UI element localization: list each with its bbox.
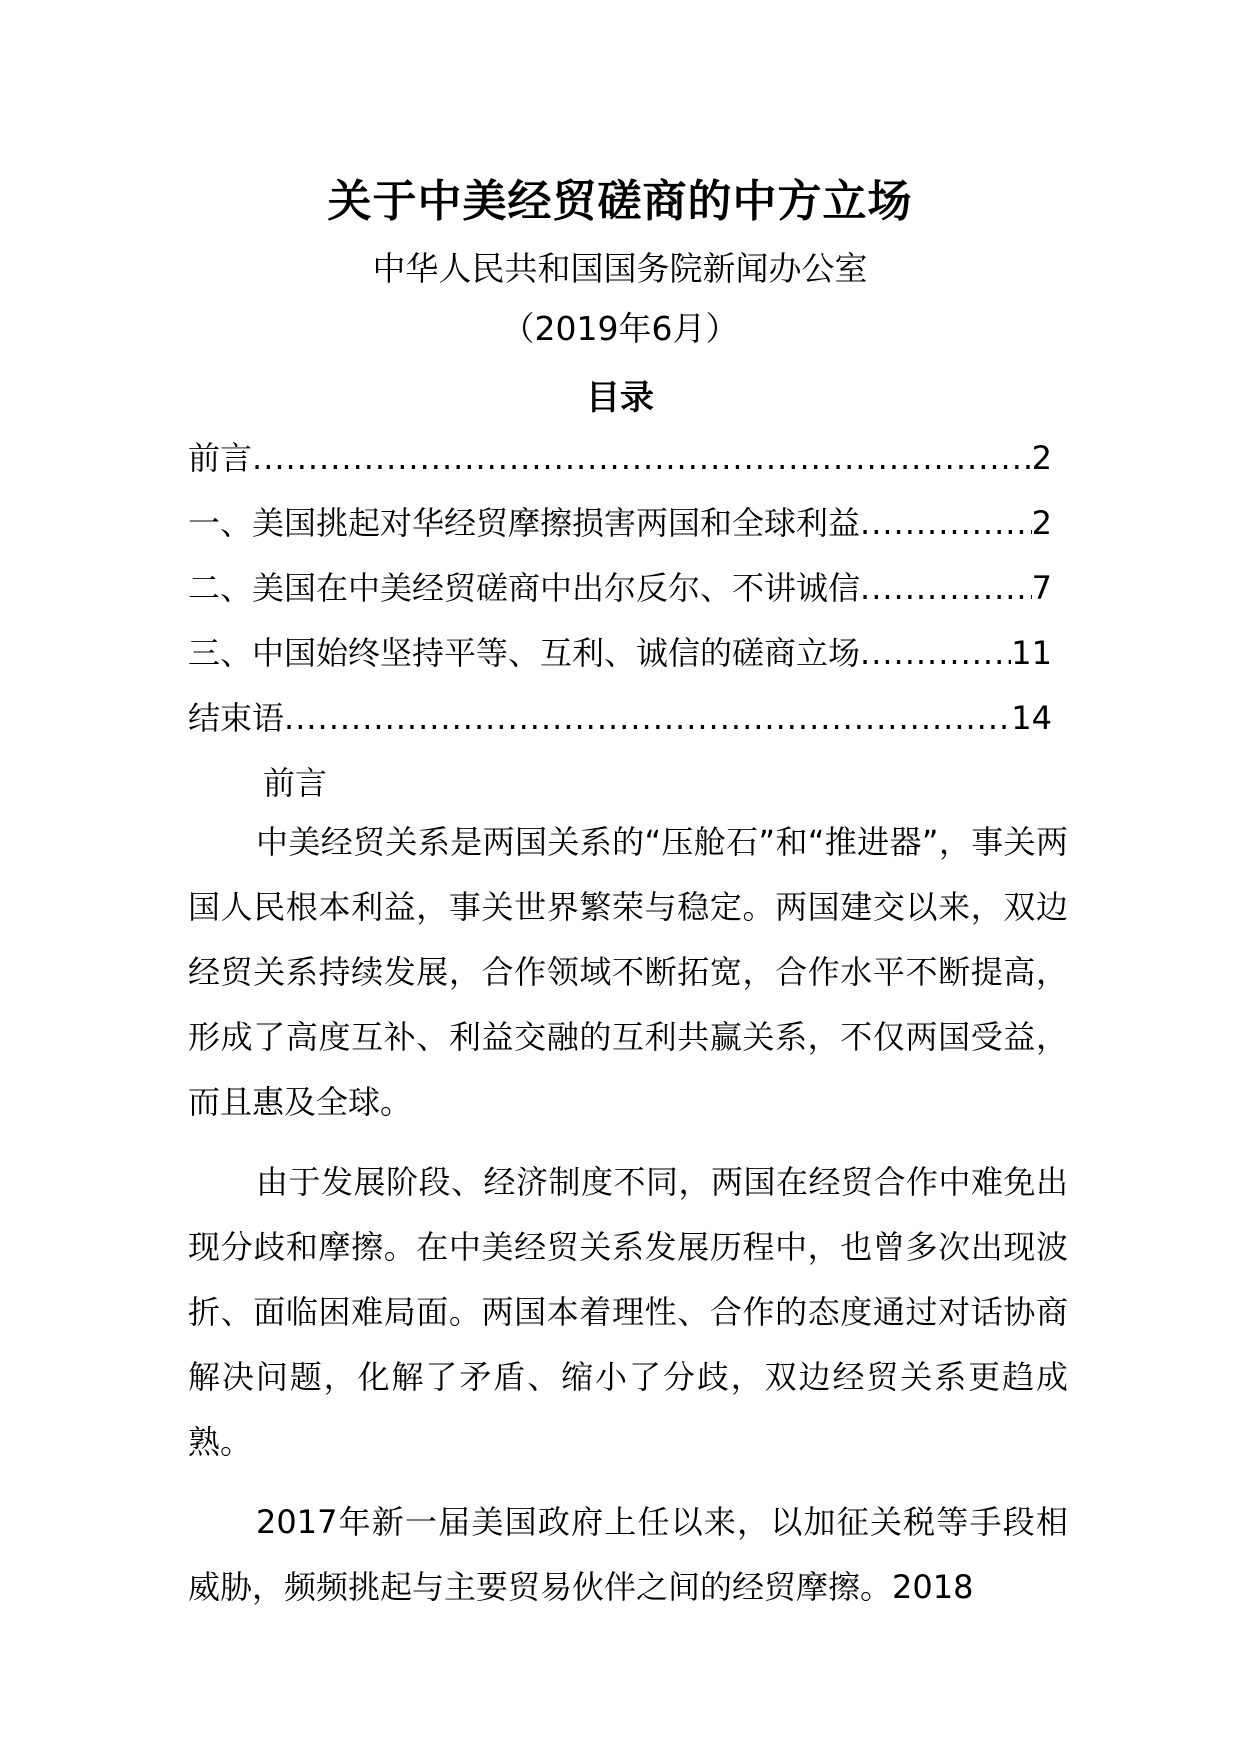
toc-leader-dots [284,699,1011,737]
toc-heading: 目录 [586,378,654,418]
document-date: （2019年6月） [501,309,739,348]
document-issuer: 中华人民共和国国务院新闻办公室 [372,249,868,288]
section-heading: 前言 [263,764,328,802]
toc-entry[interactable] [188,498,1052,563]
toc-entry[interactable] [188,433,1052,498]
paragraph: 中美经贸关系是两国关系的“压舱石”和“推进器”，事关两国人民根本利益，事关世界繁荣与稳定。两国建交以来，双边经贸关系持续发展，合作领域不断拓宽，合作水平不断提高，形成了高度互补、利益交融的互利共赢关系，不仅两国受益，而且惠及全球。 [188,823,1068,1121]
toc-leader-dots [860,634,1011,672]
toc-leader-dots [252,439,1032,477]
body-text [188,810,1068,1635]
toc-entry-page: 14 [1011,699,1052,737]
document-title: 关于中美经贸磋商的中方立场 [327,176,913,227]
toc-entry[interactable] [188,693,1052,758]
toc-entry-page: 2 [1031,504,1052,542]
toc-entry-label: 二、美国在中美经贸磋商中出尔反尔、不讲诚信 [188,569,861,607]
toc-entry-label: 结束语 [188,699,285,737]
table-of-contents [188,433,1052,758]
paragraph: 由于发展阶段、经济制度不同，两国在经贸合作中难免出现分歧和摩擦。在中美经贸关系发展历程中，也曾多次出现波折、面临困难局面。两国本着理性、合作的态度通过对话协商解决问题，化解了矛盾、缩小了分歧，双边经贸关系更趋成熟。 [188,1163,1068,1461]
toc-entry-page: 11 [1011,634,1052,672]
toc-leader-dots [860,569,1032,607]
toc-entry-label: 前言 [188,439,253,477]
toc-entry[interactable] [188,628,1052,693]
toc-leader-dots [860,504,1032,542]
toc-entry-label: 三、中国始终坚持平等、互利、诚信的磋商立场 [188,634,861,672]
paragraph: 2017年新一届美国政府上任以来，以加征关税等手段相威胁，频频挑起与主要贸易伙伴之间的经贸摩擦。2018 [188,1503,1068,1606]
toc-entry-page: 2 [1031,439,1052,477]
toc-entry[interactable] [188,563,1052,628]
toc-entry-page: 7 [1031,569,1052,607]
toc-entry-label: 一、美国挑起对华经贸摩擦损害两国和全球利益 [188,504,861,542]
